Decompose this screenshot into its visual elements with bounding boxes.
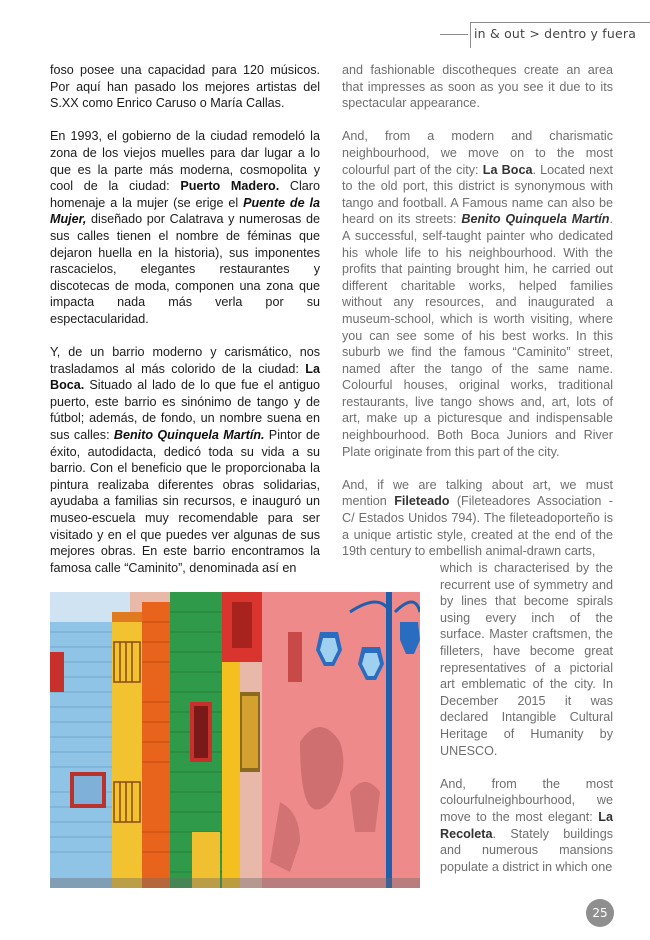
paragraph: And, from the most colourfulneighbourhood, we move to the most elegant: La Recoleta. Stately buildings and numerous mansions populate a district in which one xyxy=(440,776,613,874)
paragraph: and fashionable discotheques create an area that impresses as soon as you see it due to its spectacular appearance. xyxy=(342,63,613,111)
place-name: La Recoleta xyxy=(440,809,613,841)
place-name: La Boca xyxy=(482,162,533,177)
paragraph: Y, de un barrio moderno y carismático, nos trasladamos al más colorido de la ciudad: La Boca. Situado al lado de lo que fue el antiguo puerto, este barrio es sinónimo de tango y de fútbol; además, de fondo, un nombre suena en sus calles: Benito Quinquela Martín. Pintor de éxito, autodidacta, dedicó toda su vida a su barrio. Con el beneficio que le proporcionaba la pintura realizaba diferentes obras solidarias, ayudaba a familias sin recursos, e inauguró un museo-escuela muy recomendable para ser visitado y en el que puedes ver algunas de sus mejores obras. En este barrio encontramos la famosa calle “Caminito”, denominada así en xyxy=(50,345,321,575)
paragraph: And, from a modern and charismatic neighbourhood, we move on to the most colourful part of the city: La Boca. Located next to the old port, this district is synonymous with tango and football. A Famous name can also be heard on its streets: Benito Quinquela Martín. A successful, self-taught painter who dedicated his whole life to his neighbourhood. With the profits that painting brought him, he carried out different charitable works, helped families without any resources, and inaugurated a museum-school, which is worth visiting, where you can see some of his best works. In this suburb we find the famous “Caminito” street, named after the tango of the same name. Colourful houses, original works, traditional restaurants, live tango shows and, art, lots of art, make up a picturesque and indispensable neighbourhood. Both Boca Juniors and River Plate originate from this part of the city. xyxy=(342,129,613,459)
paragraph: And, if we are talking about art, we must mention Fileteado (Fileteadores Association - C/ Estados Unidos 794). The fileteadoporteño is a unique artistic style, created at the end of the 19th century to embellish animal-drawn carts, xyxy=(342,477,613,559)
english-column xyxy=(342,62,613,576)
caminito-photo xyxy=(50,592,420,888)
header-rule xyxy=(440,34,468,35)
person-name: Benito Quinquela Martín. xyxy=(113,428,265,443)
paragraph: En 1993, el gobierno de la ciudad remodeló la zona de los viejos muelles para dar lugar a lo que es la parte más moderna, cosmopolita y cool de la ciudad: Puerto Madero. Claro homenaje a la mujer (se erige el Puente de la Mujer, diseñado por Calatrava y numerosas de sus calles tienen el nombre de féminas que dejaron huella en la historia), sus imponentes rascacielos, elegantes restaurantes y discotecas de moda, componen una zona que impacta nada más verla por su espectacularidad. xyxy=(50,129,321,326)
place-name: Fileteado xyxy=(394,494,450,509)
page-number-badge: 25 xyxy=(586,899,614,927)
paragraph: which is characterised by the recurrent use of symmetry and by lines that become spirals using every inch of the surface. Master craftsmen, the filleters, have become great representatives of a pictorial art emblematic of the city. In December 2015 it was declared Intangible Cultural Heritage of Humanity by UNESCO. xyxy=(440,561,613,758)
section-title: in & out > dentro y fuera xyxy=(474,26,637,41)
place-name: Puerto Madero. xyxy=(180,179,280,194)
english-column-wrap xyxy=(440,560,613,892)
paragraph: foso posee una capacidad para 120 músicos. Por aquí han pasado los mejores artistas del S.XX como Enrico Caruso o María Callas. xyxy=(50,63,320,111)
person-name: Benito Quinquela Martín xyxy=(461,212,610,227)
colorful-houses-illustration xyxy=(50,592,420,888)
place-name: La Boca. xyxy=(50,361,320,393)
landmark-name: Puente de la Mujer, xyxy=(50,195,321,227)
section-header xyxy=(440,22,650,48)
spanish-column xyxy=(50,62,320,593)
